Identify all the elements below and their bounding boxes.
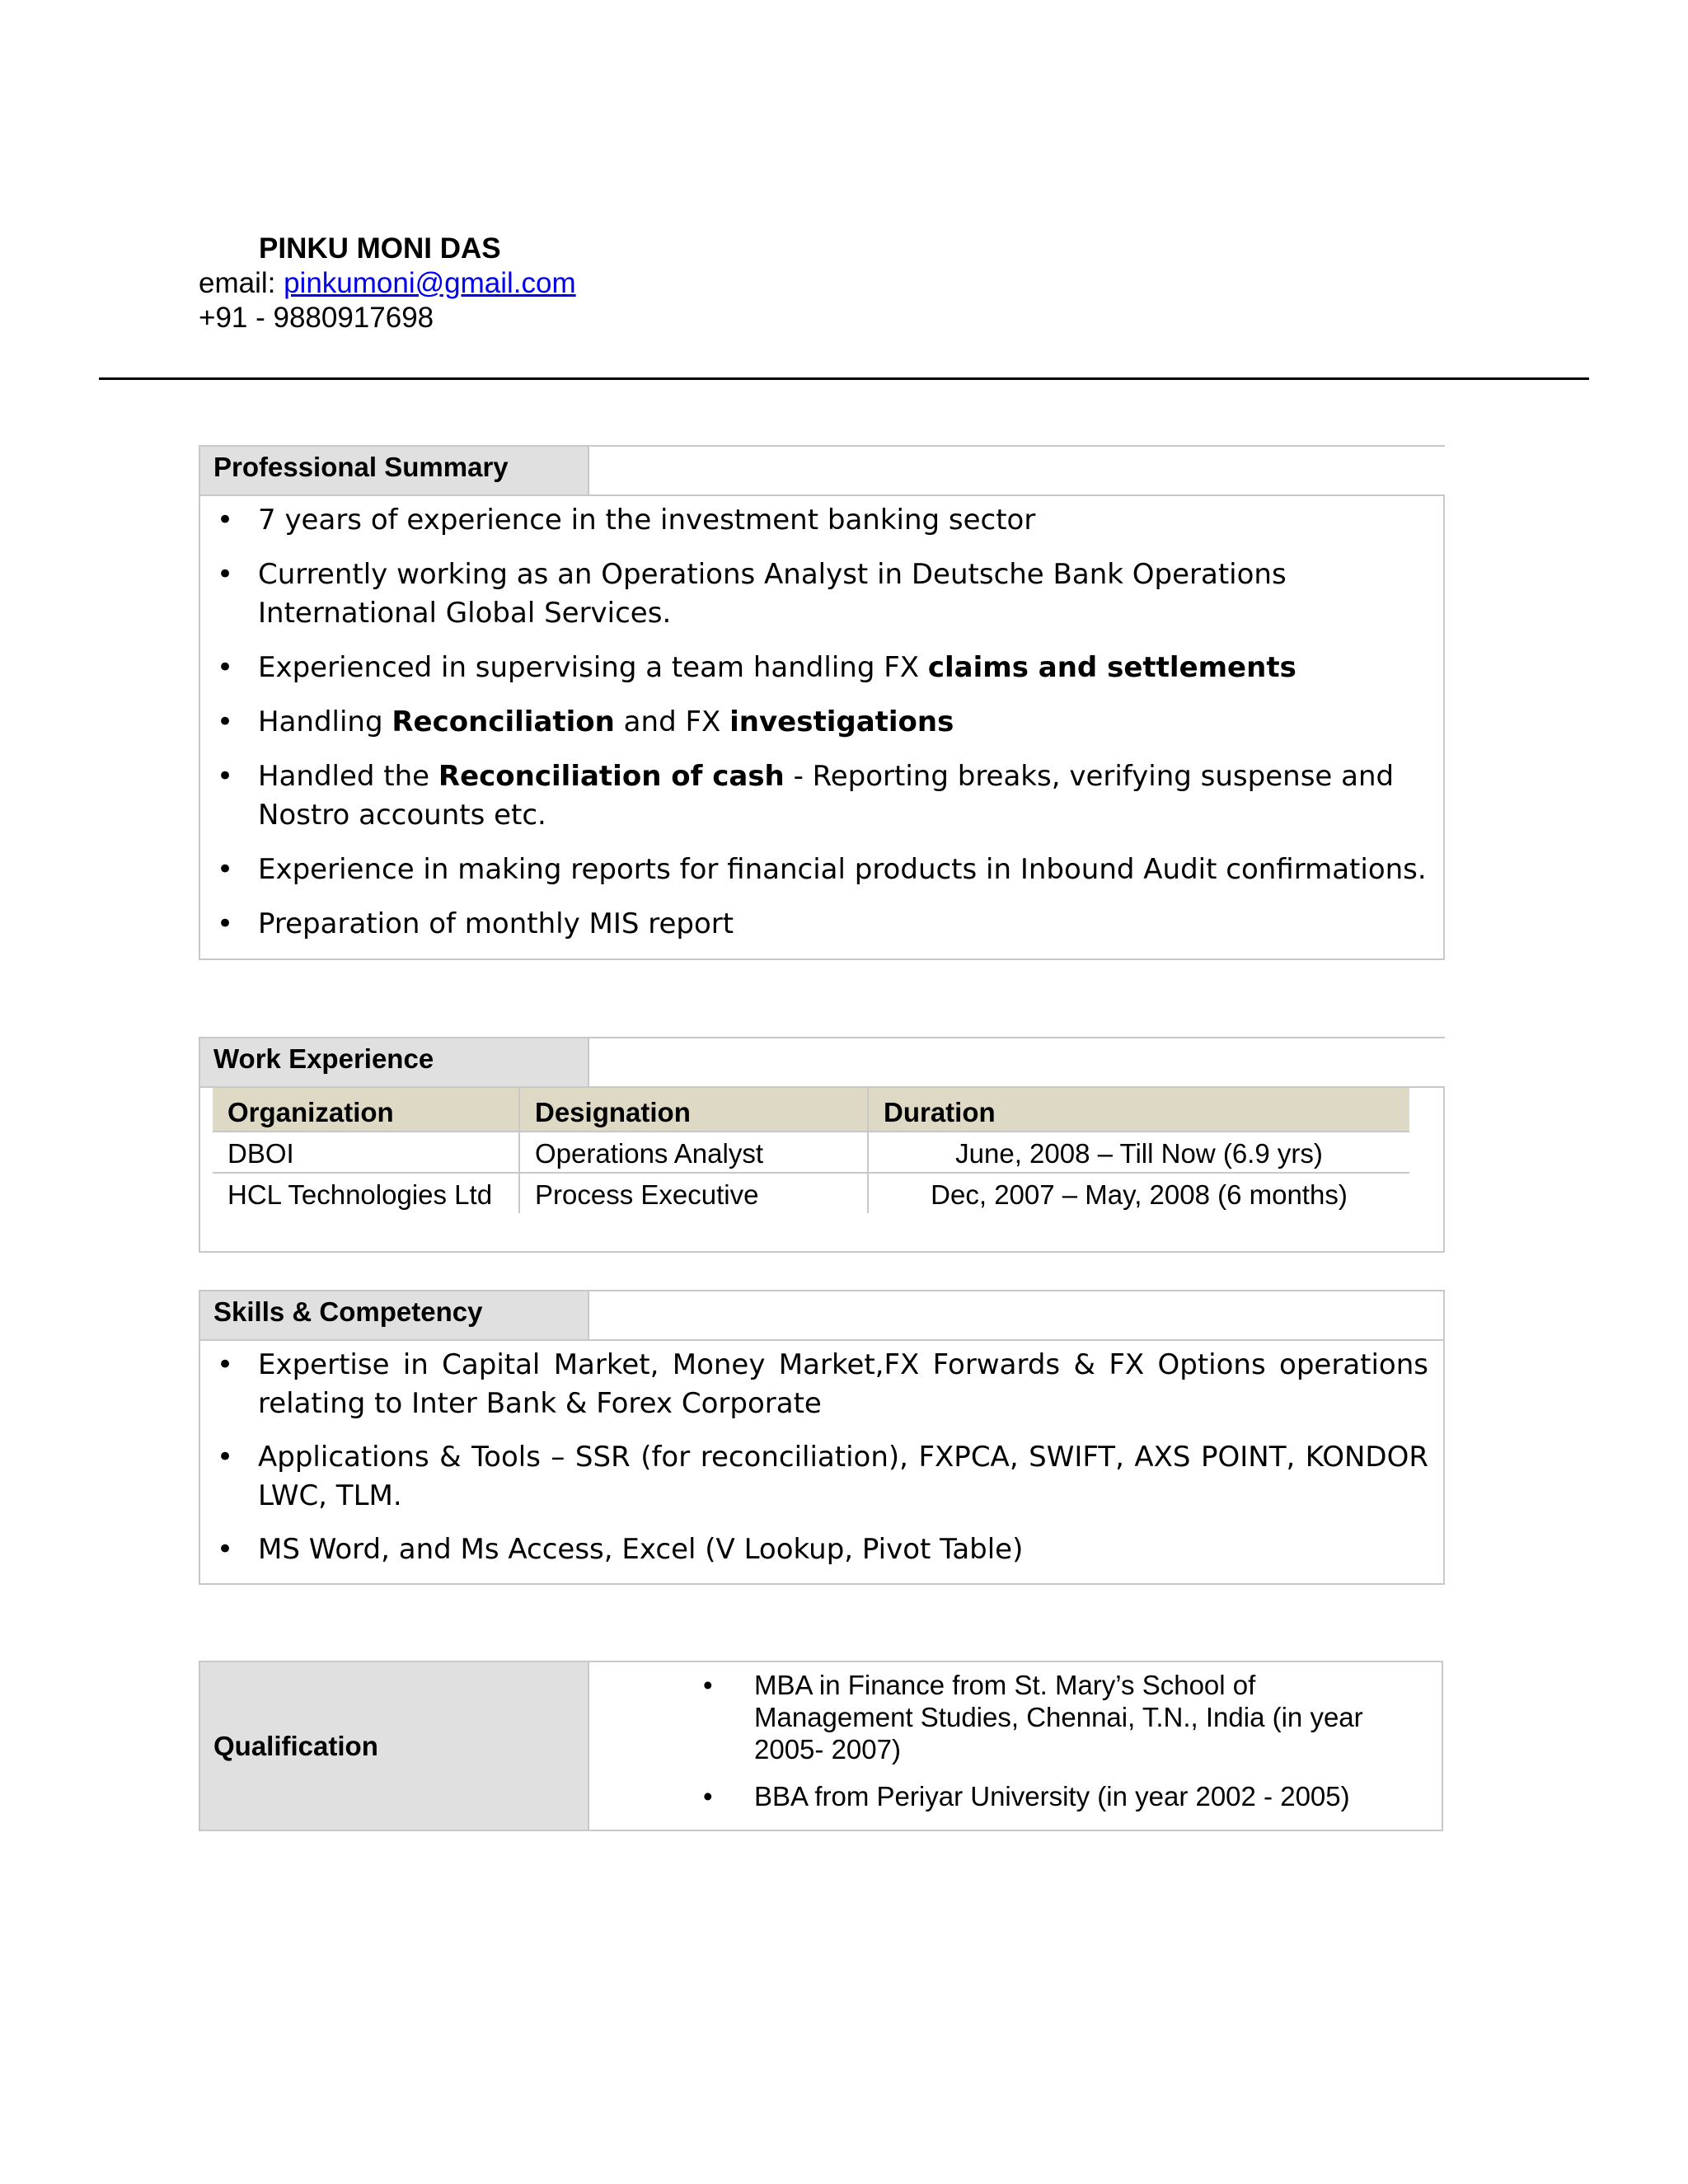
professional-summary-box — [199, 494, 1445, 960]
text: Handling — [258, 705, 392, 738]
table-row — [213, 1132, 1409, 1173]
bold-text: investigations — [729, 705, 954, 738]
professional-summary-list — [200, 501, 1443, 944]
header-divider — [99, 377, 1589, 380]
qualification-box — [588, 1661, 1443, 1831]
cell-duration: Dec, 2007 – May, 2008 (6 months) — [931, 1179, 1348, 1210]
column-header-duration: Duration — [868, 1088, 1409, 1132]
text: and FX — [614, 705, 730, 738]
section-header-line — [588, 445, 1445, 447]
candidate-name: PINKU MONI DAS — [259, 232, 501, 265]
section-header-line — [1443, 1290, 1445, 1341]
section-title-work-experience: Work Experience — [199, 1037, 589, 1088]
list-item — [200, 757, 1443, 835]
cell-designation: Operations Analyst — [519, 1132, 868, 1173]
text: Preparation of monthly MIS report — [258, 907, 734, 940]
skills-list — [200, 1346, 1443, 1569]
column-header-organization: Organization — [213, 1088, 519, 1132]
list-item — [200, 555, 1443, 633]
section-header-line — [588, 1290, 1445, 1291]
work-experience-table — [213, 1088, 1409, 1213]
table-row — [213, 1173, 1409, 1213]
section-header-line — [588, 1037, 1445, 1038]
cell-designation: Process Executive — [519, 1173, 868, 1213]
text: - Reporting breaks, verifying suspense and Nostro accounts etc. — [258, 760, 1395, 832]
text: Experienced in supervising a team handling FX — [258, 651, 928, 684]
text: Handled the — [258, 760, 438, 793]
list-item — [200, 851, 1443, 889]
cell-duration: June, 2008 – Till Now (6.9 yrs) — [868, 1132, 1409, 1173]
section-title-qualification — [199, 1661, 589, 1831]
bold-text: Reconciliation — [392, 705, 615, 738]
skills-box — [199, 1339, 1445, 1585]
list-item: • MBA in Finance from St. Mary’s School of Management Studies, Chennai, T.N., India (in year 2005- 2007) — [589, 1669, 1442, 1765]
bold-text: Reconciliation of cash — [438, 760, 785, 793]
text: 7 years of experience in the investment banking sector — [258, 504, 1036, 537]
list-item — [200, 905, 1443, 944]
list-item: • BBA from Periyar University (in year 2002 - 2005) — [589, 1780, 1442, 1812]
list-item — [200, 703, 1443, 742]
cell-organization: DBOI — [213, 1132, 519, 1173]
email-label: email: — [199, 267, 284, 299]
list-item: • Applications & Tools – SSR (for reconciliation), FXPCA, SWIFT, AXS POINT, KONDOR LWC, TLM. — [200, 1438, 1428, 1516]
bold-text: claims and settlements — [927, 651, 1296, 684]
column-header-designation: Designation — [519, 1088, 868, 1132]
section-title-professional-summary: Professional Summary — [199, 445, 589, 496]
list-item: • Expertise in Capital Market, Money Market,FX Forwards & FX Options operations relating to Inter Bank & Forex Corporate — [200, 1346, 1428, 1423]
cell-organization: HCL Technologies Ltd — [213, 1173, 519, 1213]
email-link[interactable]: pinkumoni@gmail.com — [284, 267, 576, 299]
list-item: • MS Word, and Ms Access, Excel (V Lookup, Pivot Table) — [200, 1530, 1428, 1569]
qualification-list — [589, 1669, 1442, 1812]
list-item — [200, 649, 1443, 687]
table-header-row — [213, 1088, 1409, 1132]
email-line — [199, 267, 576, 300]
list-item — [200, 501, 1443, 540]
qualification-label: Qualification — [213, 1730, 378, 1761]
phone-number: +91 - 9880917698 — [199, 302, 434, 334]
section-title-skills: Skills & Competency — [199, 1290, 589, 1341]
text: Experience in making reports for financial products in Inbound Audit confirmations. — [258, 853, 1427, 886]
text: Currently working as an Operations Analyst in Deutsche Bank Operations International Global Services. — [258, 558, 1287, 630]
